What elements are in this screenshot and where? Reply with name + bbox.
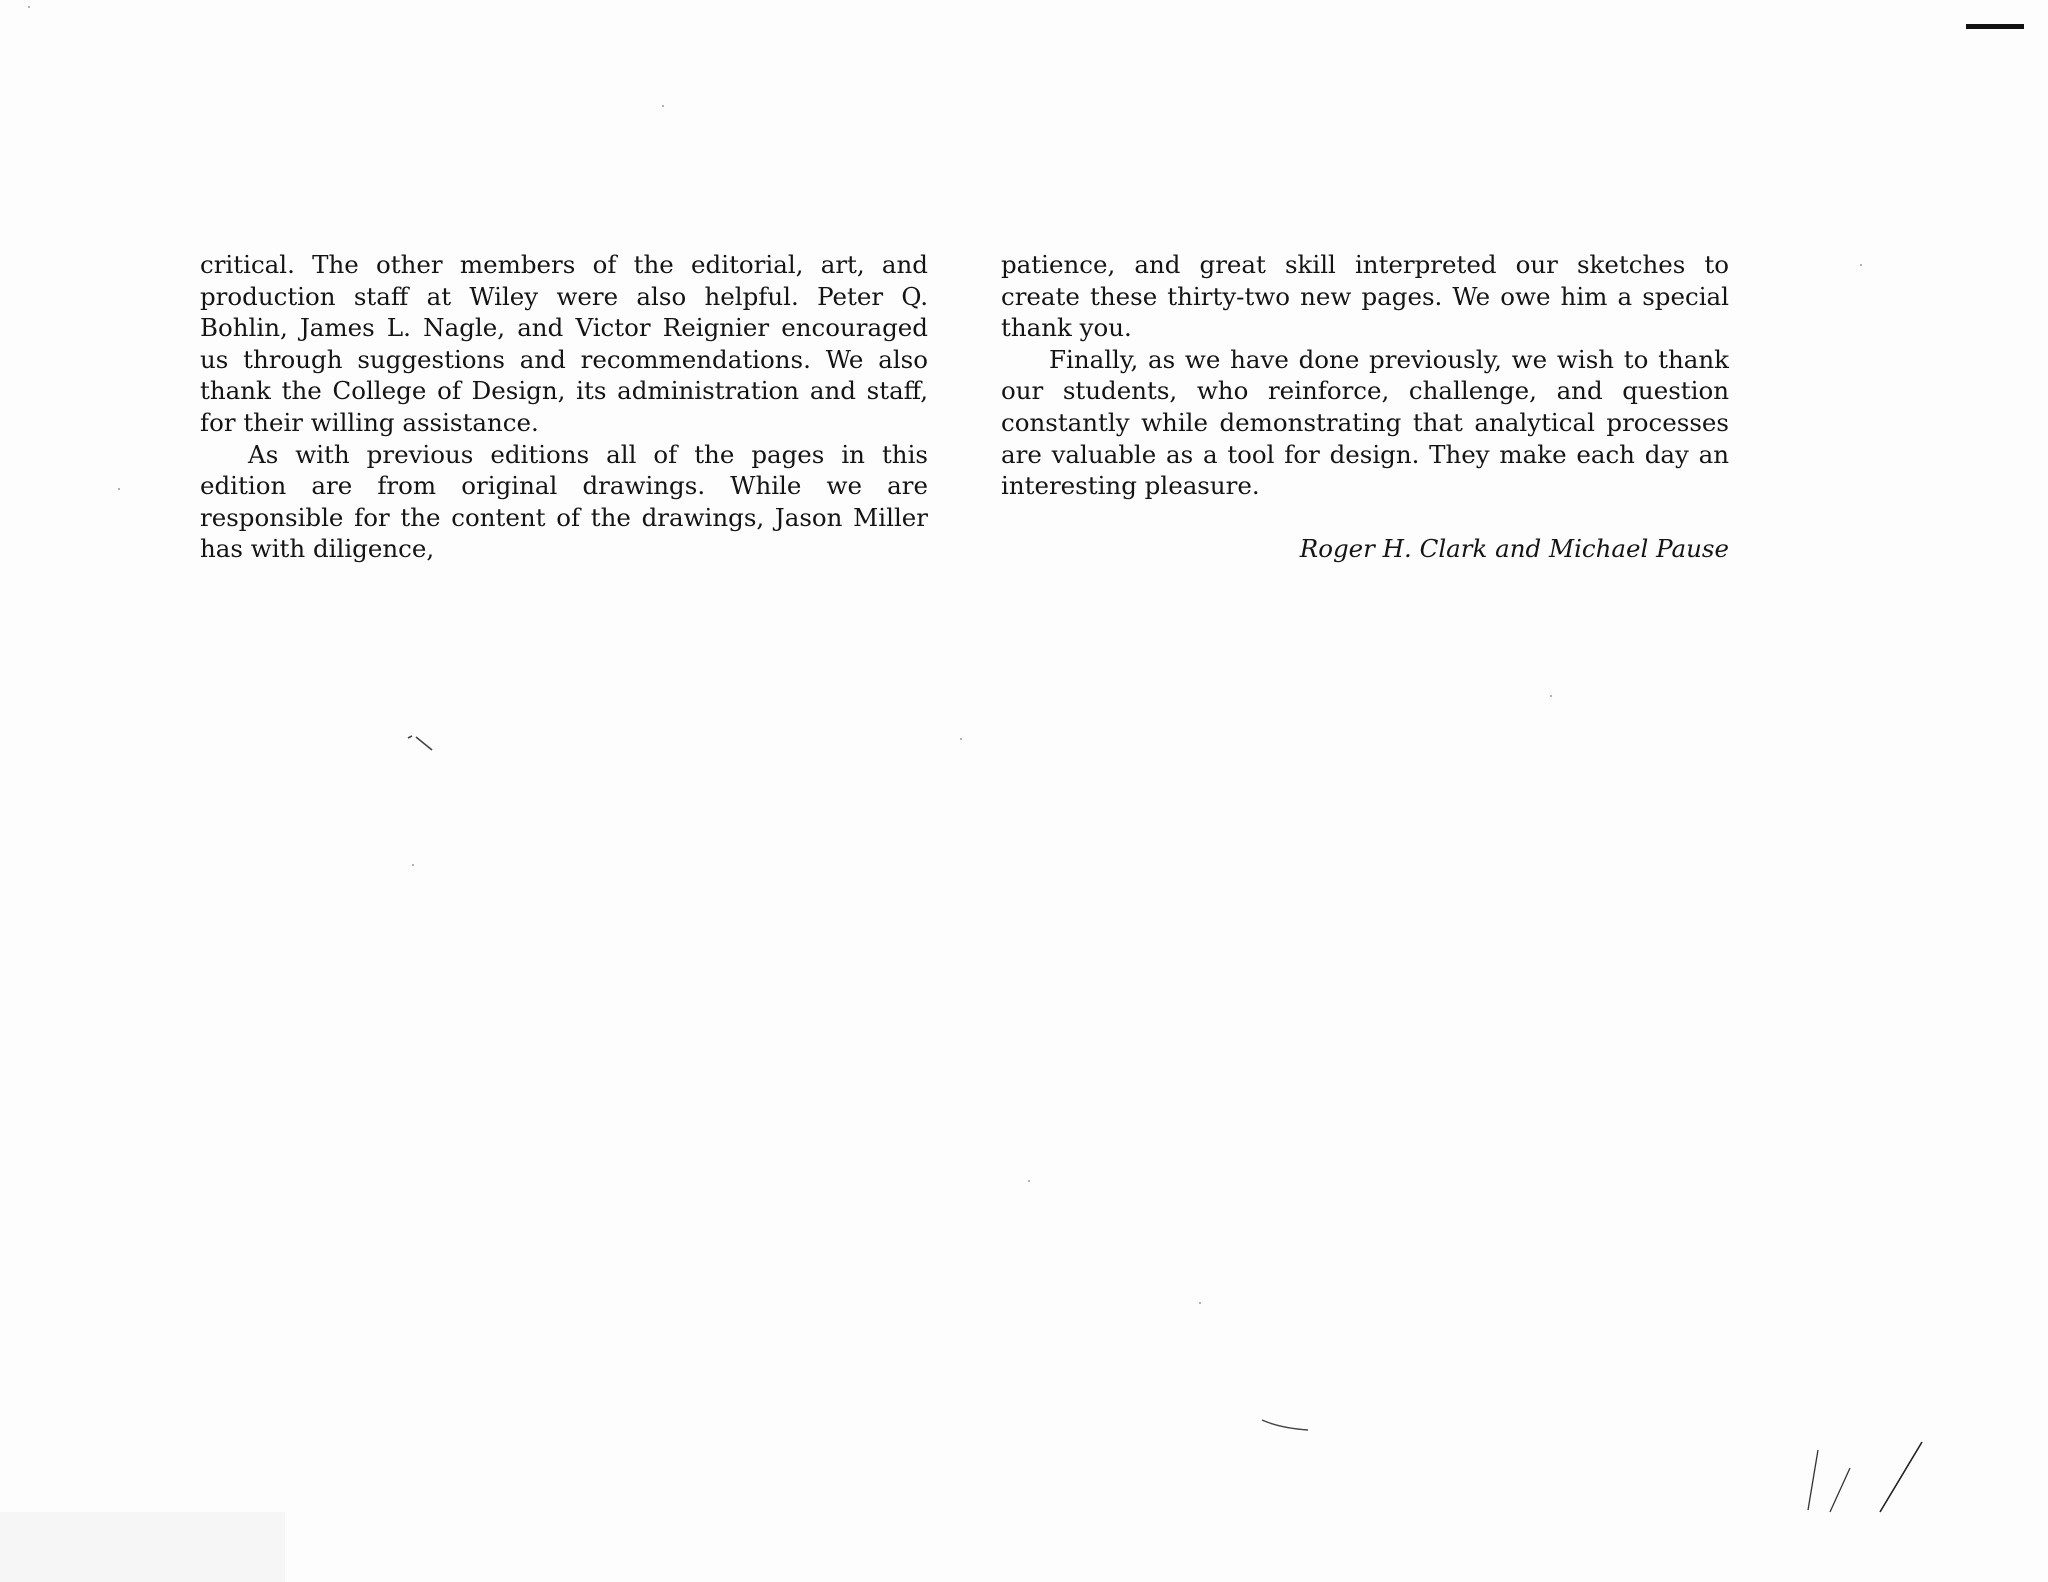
scan-speck [960,738,962,740]
scan-speck [118,488,120,490]
scan-speck [412,864,414,866]
scan-shadow [0,1512,285,1582]
scan-speck [1028,1180,1030,1182]
pen-stroke-marks [1780,1440,1940,1520]
author-signature: Roger H. Clark and Michael Pause [1299,534,1729,564]
page-edge-mark [1966,24,2024,29]
stray-stroke-mark [406,734,436,754]
right-text-column [1001,249,1729,565]
scan-speck [1199,1302,1201,1304]
acknowledgment-paragraph-3: patience, and great skill interpreted our sketches to create these thirty-two new pages. We owe him a special thank you. [1001,250,1729,343]
scan-speck [1550,695,1552,697]
left-text-column [200,249,928,565]
acknowledgment-paragraph-4: Finally, as we have done previously, we wish to thank our students, who reinforce, challenge, and question constantly while demonstrating that analytical processes are valuable as a tool for design. They make each day an interesting pleasure. [1001,344,1729,501]
scan-speck [28,6,30,8]
acknowledgment-paragraph-2: As with previous editions all of the pages in this edition are from original drawings. While we are responsible for the content of the drawings, Jason Miller has with diligence, [200,439,928,564]
stray-stroke-mark [1260,1418,1310,1432]
scan-speck [1860,264,1862,266]
acknowledgment-paragraph-1: critical. The other members of the editorial, art, and production staff at Wiley were also helpful. Peter Q. Bohlin, James L. Nagle, and Victor Reignier encouraged us through suggestions and recommendations. We also thank the College of Design, its administration and staff, for their willing assistance. [200,250,928,437]
scan-speck [662,105,664,107]
